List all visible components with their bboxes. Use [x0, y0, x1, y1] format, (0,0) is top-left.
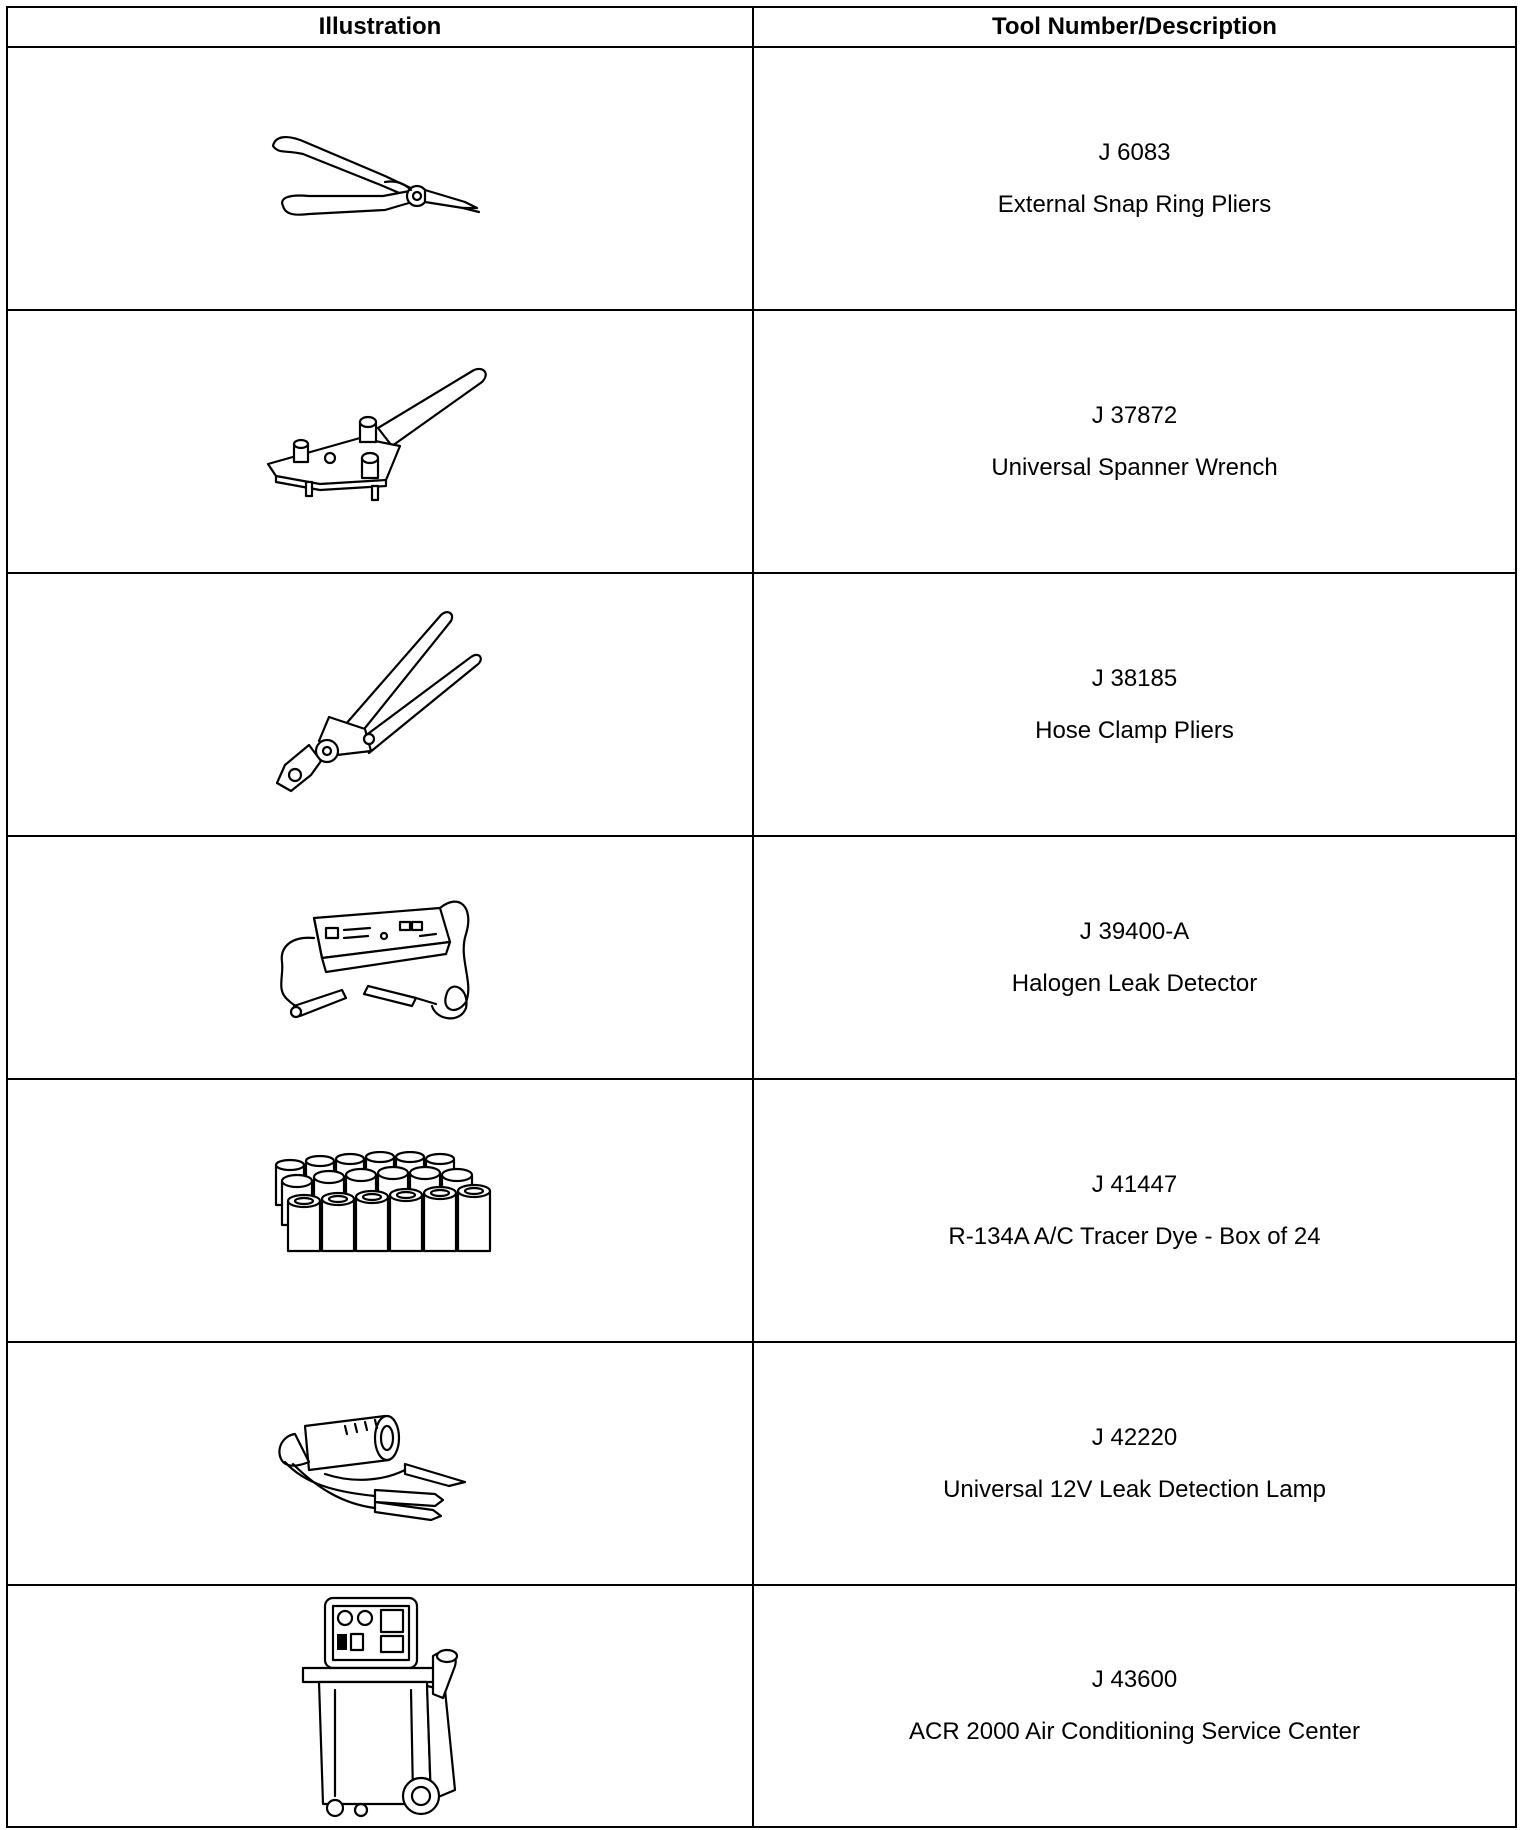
description-cell [753, 836, 1516, 1079]
illustration-cell [7, 1079, 753, 1342]
description-cell [753, 1079, 1516, 1342]
illustration-cell [7, 836, 753, 1079]
illustration-cell [7, 1585, 753, 1827]
tool-description: ACR 2000 Air Conditioning Service Center [909, 1718, 1360, 1745]
tool-number: J 37872 [1091, 401, 1178, 429]
description-cell [753, 1585, 1516, 1827]
tool-header: Tool Number/Description [753, 7, 1516, 47]
tool-description: R-134A A/C Tracer Dye - Box of 24 [948, 1222, 1321, 1250]
dye-bottles-icon [260, 1151, 500, 1271]
table-row [7, 47, 1516, 310]
tool-description: Universal 12V Leak Detection Lamp [943, 1475, 1326, 1503]
tools-table [6, 6, 1517, 1828]
table-row [7, 1079, 1516, 1342]
table-row [7, 1342, 1516, 1585]
tool-number: J 6083 [1098, 138, 1171, 166]
snap-ring-pliers-icon [265, 124, 495, 234]
hose-clamp-pliers-icon [265, 605, 495, 805]
leak-detector-icon [260, 878, 500, 1038]
illustration-cell [7, 1342, 753, 1585]
illustration-cell [7, 573, 753, 836]
illustration-header: Illustration [7, 7, 753, 47]
table-row [7, 310, 1516, 573]
tool-description: Halogen Leak Detector [1011, 969, 1258, 997]
description-cell [753, 573, 1516, 836]
header-row [7, 7, 1516, 47]
tool-number: J 42220 [1091, 1423, 1178, 1451]
tool-description: Universal Spanner Wrench [991, 453, 1278, 481]
description-cell [753, 310, 1516, 573]
spanner-wrench-icon [260, 362, 500, 522]
illustration-cell [7, 310, 753, 573]
service-center-icon [295, 1590, 465, 1822]
tool-description: Hose Clamp Pliers [1035, 716, 1234, 744]
tool-number: J 43600 [1091, 1666, 1178, 1693]
tool-number: J 38185 [1091, 664, 1178, 692]
detection-lamp-icon [265, 1404, 495, 1524]
tool-description: External Snap Ring Pliers [997, 190, 1272, 218]
tool-number: J 39400-A [1079, 917, 1190, 945]
description-cell [753, 47, 1516, 310]
table-row [7, 1585, 1516, 1827]
tool-number: J 41447 [1091, 1170, 1178, 1198]
table-row [7, 573, 1516, 836]
description-cell [753, 1342, 1516, 1585]
table-row [7, 836, 1516, 1079]
illustration-cell [7, 47, 753, 310]
